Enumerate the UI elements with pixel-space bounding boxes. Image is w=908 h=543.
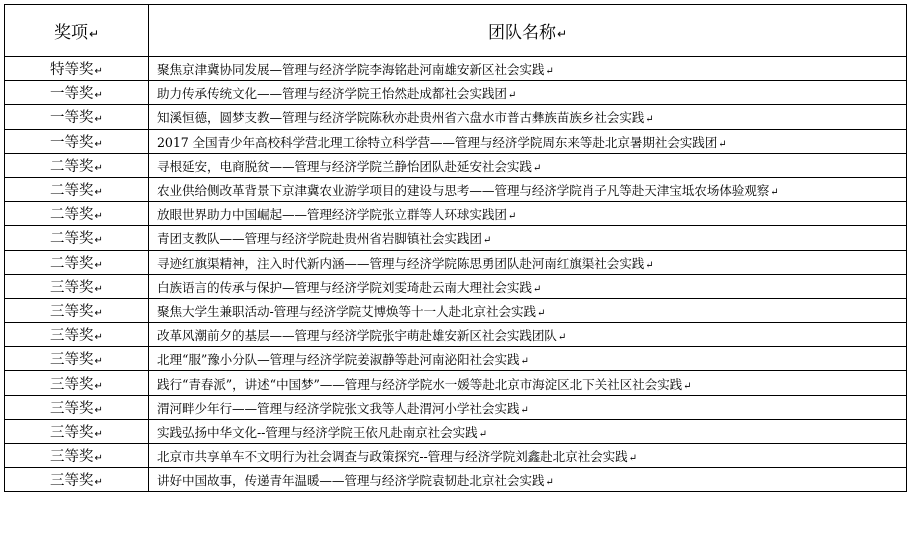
paragraph-mark-icon: ↵ [94, 114, 103, 126]
team-cell [149, 57, 907, 81]
award-cell [5, 153, 149, 177]
award-text: 三等奖 [50, 449, 94, 466]
team-text: 改革风潮前夕的基层——管理与经济学院张宇萌赴雄安新区社会实践团队 [157, 328, 557, 344]
award-cell [5, 250, 149, 274]
award-text: 三等奖 [50, 303, 94, 320]
paragraph-mark-icon: ↵ [94, 283, 103, 295]
team-text: 北京市共享单车不文明行为社会调查与政策探究--管理与经济学院刘鑫赴北京社会实践 [157, 449, 628, 465]
paragraph-mark-icon: ↵ [94, 66, 103, 78]
paragraph-mark-icon: ↵ [94, 211, 103, 223]
award-text: 一等奖 [50, 134, 94, 151]
team-text: 白族语言的传承与保护—管理与经济学院刘雯琦赴云南大理社会实践 [157, 279, 532, 295]
team-text: 知溪恒德，圆梦支教—管理与经济学院陈秋亦赴贵州省六盘水市普古彝族苗族乡社会实践 [157, 110, 645, 126]
table-row [5, 274, 907, 298]
table-row [5, 347, 907, 371]
team-cell [149, 250, 907, 274]
paragraph-mark-icon: ↵ [94, 428, 103, 440]
paragraph-mark-icon: ↵ [94, 453, 103, 465]
award-cell [5, 419, 149, 443]
team-cell [149, 105, 907, 129]
table-row [5, 444, 907, 468]
team-cell [149, 444, 907, 468]
award-cell [5, 468, 149, 492]
paragraph-mark-icon: ↵ [478, 428, 487, 440]
team-text: 寻迹红旗渠精神，注入时代新内涵——管理与经济学院陈思勇团队赴河南红旗渠社会实践 [157, 255, 645, 271]
team-cell [149, 202, 907, 226]
award-text: 一等奖 [50, 86, 94, 103]
paragraph-mark-icon: ↵ [532, 162, 542, 174]
award-cell [5, 177, 149, 201]
table-row [5, 202, 907, 226]
team-text: 北理“服”豫小分队—管理与经济学院姜淑静等赴河南泌阳社会实践 [157, 352, 520, 368]
table-row [5, 298, 907, 322]
paragraph-mark-icon: ↵ [94, 356, 103, 368]
table-row [5, 250, 907, 274]
team-text: 寻根延安，电商脱贫——管理与经济学院兰静怡团队赴延安社会实践 [157, 158, 532, 174]
team-cell [149, 153, 907, 177]
award-text: 二等奖 [50, 231, 94, 248]
table-row [5, 177, 907, 201]
team-text: 渭河畔少年行——管理与经济学院张文我等人赴渭河小学社会实践 [157, 400, 520, 416]
paragraph-mark-icon: ↵ [545, 477, 554, 489]
paragraph-mark-icon: ↵ [94, 162, 103, 174]
award-text: 三等奖 [50, 424, 94, 441]
paragraph-mark-icon: ↵ [536, 307, 546, 319]
award-cell [5, 371, 149, 395]
table-body [5, 57, 907, 492]
team-cell [149, 177, 907, 201]
paragraph-mark-icon: ↵ [532, 283, 542, 295]
team-cell [149, 274, 907, 298]
table-row [5, 395, 907, 419]
award-text: 二等奖 [50, 183, 94, 200]
table-row [5, 129, 907, 153]
award-cell [5, 395, 149, 419]
team-cell [149, 419, 907, 443]
award-cell [5, 57, 149, 81]
table-row [5, 226, 907, 250]
paragraph-mark-icon: ↵ [520, 404, 529, 416]
team-text: 践行“青春派”，讲述“中国梦”——管理与经济学院水一媛等赴北京市海淀区北下关社区社会实践 [157, 376, 683, 392]
award-text: 三等奖 [50, 328, 94, 345]
team-cell [149, 371, 907, 395]
award-cell [5, 202, 149, 226]
team-text: 讲好中国故事，传递青年温暖——管理与经济学院袁韧赴北京社会实践 [157, 473, 545, 489]
award-text: 三等奖 [50, 473, 94, 490]
table-row [5, 371, 907, 395]
team-text: 2017 全国青少年高校科学营北理工徐特立科学营——管理与经济学院周东来等赴北京暑期社会实践团 [157, 134, 718, 150]
paragraph-mark-icon: ↵ [556, 27, 568, 41]
paragraph-mark-icon: ↵ [482, 235, 492, 247]
team-cell [149, 395, 907, 419]
paragraph-mark-icon: ↵ [94, 307, 103, 319]
header-award-text: 奖项 [53, 23, 88, 43]
award-cell [5, 274, 149, 298]
paragraph-mark-icon: ↵ [683, 380, 692, 392]
award-cell [5, 444, 149, 468]
award-text: 一等奖 [50, 110, 94, 127]
paragraph-mark-icon: ↵ [88, 27, 100, 41]
table-row [5, 468, 907, 492]
table-row [5, 81, 907, 105]
paragraph-mark-icon: ↵ [94, 235, 103, 247]
paragraph-mark-icon: ↵ [94, 90, 103, 102]
team-text: 聚焦大学生兼职活动-管理与经济学院艾博焕等十一人赴北京社会实践 [157, 303, 536, 319]
award-text: 三等奖 [50, 352, 94, 369]
header-team-text: 团队名称 [487, 23, 556, 43]
paragraph-mark-icon: ↵ [94, 477, 103, 489]
paragraph-mark-icon: ↵ [507, 90, 517, 102]
team-text: 聚焦京津冀协同发展—管理与经济学院李海铭赴河南雄安新区社会实践 [157, 62, 545, 78]
paragraph-mark-icon: ↵ [94, 380, 103, 392]
team-cell [149, 81, 907, 105]
awards-table [4, 4, 907, 492]
paragraph-mark-icon: ↵ [507, 211, 517, 223]
paragraph-mark-icon: ↵ [628, 453, 637, 465]
award-text: 三等奖 [50, 279, 94, 296]
team-text: 助力传承传统文化——管理与经济学院王怡然赴成都社会实践团 [157, 86, 507, 102]
award-cell [5, 105, 149, 129]
paragraph-mark-icon: ↵ [94, 259, 103, 271]
award-text: 三等奖 [50, 376, 94, 393]
paragraph-mark-icon: ↵ [94, 187, 103, 199]
header-award [5, 5, 149, 57]
table-row [5, 323, 907, 347]
paragraph-mark-icon: ↵ [718, 138, 727, 150]
team-text: 农业供给侧改革背景下京津冀农业游学项目的建设与思考——管理与经济学院肖子凡等赴天津宝坻农场体验观察 [157, 183, 770, 199]
award-text: 二等奖 [50, 207, 94, 224]
team-text: 青团支教队——管理与经济学院赴贵州省岩脚镇社会实践团 [157, 231, 482, 247]
team-cell [149, 323, 907, 347]
paragraph-mark-icon: ↵ [520, 356, 529, 368]
award-cell [5, 323, 149, 347]
header-team [149, 5, 907, 57]
award-text: 三等奖 [50, 400, 94, 417]
paragraph-mark-icon: ↵ [545, 66, 554, 78]
paragraph-mark-icon: ↵ [557, 332, 567, 344]
team-text: 放眼世界助力中国崛起——管理经济学院张立群等人环球实践团 [157, 207, 507, 223]
table-row [5, 419, 907, 443]
header-row [5, 5, 907, 57]
team-cell [149, 468, 907, 492]
document-page [4, 4, 906, 492]
paragraph-mark-icon: ↵ [645, 259, 654, 271]
paragraph-mark-icon: ↵ [94, 332, 103, 344]
award-cell [5, 226, 149, 250]
team-cell [149, 347, 907, 371]
table-row [5, 153, 907, 177]
award-text: 二等奖 [50, 158, 94, 175]
team-cell [149, 226, 907, 250]
team-text: 实践弘扬中华文化--管理与经济学院王依凡赴南京社会实践 [157, 424, 478, 440]
paragraph-mark-icon: ↵ [94, 138, 103, 150]
team-cell [149, 129, 907, 153]
table-row [5, 57, 907, 81]
award-cell [5, 347, 149, 371]
paragraph-mark-icon: ↵ [94, 404, 103, 416]
award-cell [5, 81, 149, 105]
award-cell [5, 298, 149, 322]
table-row [5, 105, 907, 129]
award-text: 二等奖 [50, 255, 94, 272]
paragraph-mark-icon: ↵ [770, 187, 779, 199]
award-cell [5, 129, 149, 153]
paragraph-mark-icon: ↵ [645, 114, 654, 126]
team-cell [149, 298, 907, 322]
award-text: 特等奖 [50, 62, 94, 79]
